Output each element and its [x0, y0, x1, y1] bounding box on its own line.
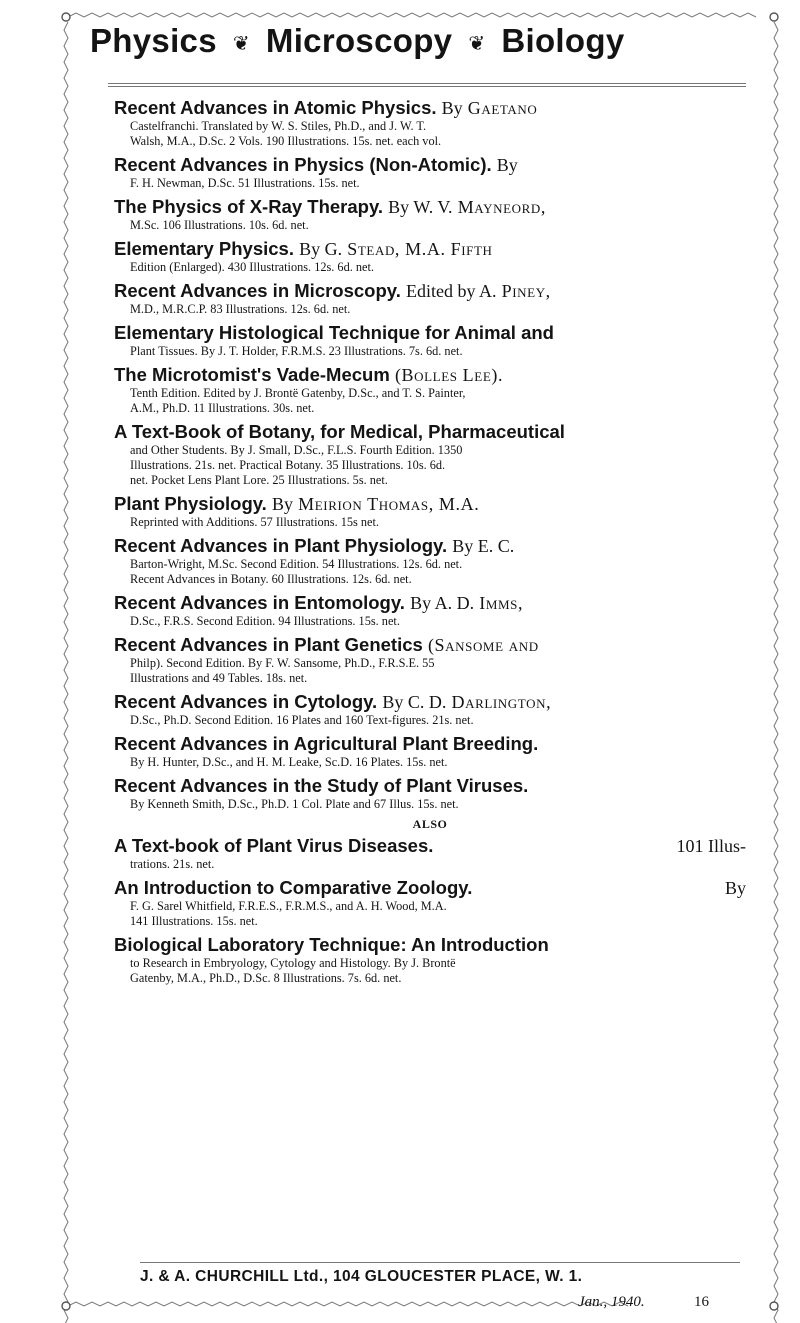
book-title: A Text-Book of Botany, for Medical, Pharmaceutical — [114, 421, 565, 442]
book-details: Philp). Second Edition. By F. W. Sansome, Ph.D., F.R.S.E. 55 — [130, 656, 435, 670]
book-by: By G. — [299, 239, 343, 259]
book-title: Recent Advances in Plant Genetics — [114, 634, 423, 655]
border-left — [64, 22, 68, 1323]
book-title-line — [114, 364, 746, 386]
book-entry — [114, 733, 746, 770]
border-right — [774, 22, 778, 1323]
book-details: and Other Students. By J. Small, D.Sc., F.L.S. Fourth Edition. 1350 — [130, 443, 463, 457]
book-title-line — [114, 238, 746, 260]
book-details: Illustrations. 21s. net. Practical Botany. 35 Illustrations. 10s. 6d. — [130, 458, 446, 472]
book-details: Recent Advances in Botany. 60 Illustrations. 12s. 6d. net. — [130, 572, 412, 586]
book-title: The Microtomist's Vade-Mecum — [114, 364, 390, 385]
book-entry — [114, 835, 746, 872]
book-title-line — [114, 835, 746, 857]
book-title-line — [114, 97, 746, 119]
book-details: D.Sc., F.R.S. Second Edition. 94 Illustrations. 15s. net. — [130, 614, 400, 628]
book-details: trations. 21s. net. — [130, 857, 215, 871]
border-bottom — [68, 1302, 628, 1306]
book-title-line — [114, 535, 746, 557]
book-title: Recent Advances in the Study of Plant Viruses. — [114, 775, 529, 796]
book-title-line — [114, 280, 746, 302]
book-author: Darlington, — [451, 692, 552, 712]
book-entry — [114, 934, 746, 986]
book-by: By — [441, 98, 463, 118]
book-author: Meirion Thomas, M.A. — [298, 494, 480, 514]
book-title-line — [114, 691, 746, 713]
book-details: Castelfranchi. Translated by W. S. Stiles, Ph.D., and J. W. T. — [130, 119, 427, 133]
book-details: Reprinted with Additions. 57 Illustrations. 15s net. — [130, 515, 379, 529]
book-author: Piney, — [501, 281, 551, 301]
page-number: 16 — [694, 1294, 709, 1310]
corner-ring-bl — [62, 1302, 70, 1310]
book-details: Gatenby, M.A., Ph.D., D.Sc. 8 Illustrations. 7s. 6d. net. — [130, 971, 402, 985]
book-title-tail: 101 Illus- — [676, 836, 746, 856]
book-author: Mayneord, — [457, 197, 546, 217]
book-entry — [114, 775, 746, 812]
ornament-icon: ❦ — [232, 32, 250, 55]
book-title: Biological Laboratory Technique: An Introduction — [114, 934, 549, 955]
title-rule — [108, 86, 746, 87]
book-title-tail: By — [724, 878, 746, 898]
book-details: Tenth Edition. Edited by J. Brontë Gatenby, D.Sc., and T. S. Painter, — [130, 386, 466, 400]
book-title: Elementary Physics. — [114, 238, 294, 259]
book-title-line — [114, 196, 746, 218]
book-details: F. G. Sarel Whitfield, F.R.E.S., F.R.M.S., and A. H. Wood, M.A. — [130, 899, 447, 913]
book-entry — [114, 634, 746, 686]
title-microscopy: Microscopy — [265, 22, 453, 59]
book-title: An Introduction to Comparative Zoology. — [114, 877, 473, 898]
book-details: M.Sc. 106 Illustrations. 10s. 6d. net. — [130, 218, 309, 232]
book-by: By — [496, 155, 518, 175]
book-title-line — [114, 421, 746, 443]
book-entry — [114, 322, 746, 359]
book-author: Gaetano — [467, 98, 538, 118]
border-top — [68, 13, 756, 17]
book-by: Edited by A. — [405, 281, 497, 301]
corner-ring-tl — [62, 13, 70, 21]
book-entry — [114, 691, 746, 728]
book-title: Recent Advances in Microscopy. — [114, 280, 401, 301]
publisher-line: J. & A. CHURCHILL Ltd., 104 GLOUCESTER PLACE, W. 1. — [140, 1268, 583, 1285]
book-entry — [114, 238, 746, 275]
book-by: By W. V. — [388, 197, 453, 217]
book-title-line — [114, 934, 746, 956]
book-details: Illustrations and 49 Tables. 18s. net. — [130, 671, 308, 685]
book-list — [114, 97, 746, 991]
footer-rule — [140, 1262, 740, 1263]
book-title-line — [114, 154, 746, 176]
book-author: Stead, M.A. Fifth — [347, 239, 493, 259]
book-title: Recent Advances in Entomology. — [114, 592, 405, 613]
book-details: By Kenneth Smith, D.Sc., Ph.D. 1 Col. Plate and 67 Illus. 15s. net. — [130, 797, 459, 811]
page-title — [90, 22, 730, 82]
title-physics: Physics — [90, 22, 217, 59]
book-details: F. H. Newman, D.Sc. 51 Illustrations. 15s. net. — [130, 176, 360, 190]
book-title: Elementary Histological Technique for Animal and — [114, 322, 554, 343]
book-title-line — [114, 493, 746, 515]
book-details: net. Pocket Lens Plant Lore. 25 Illustrations. 5s. net. — [130, 473, 388, 487]
issue-date: Jan., 1940. — [578, 1294, 645, 1310]
corner-ring-tr — [770, 13, 778, 21]
book-entry — [114, 196, 746, 233]
book-entry — [114, 535, 746, 587]
book-entry — [114, 592, 746, 629]
book-title-line — [114, 592, 746, 614]
book-entry — [114, 154, 746, 191]
book-entry — [114, 877, 746, 929]
book-by: By E. C. — [452, 536, 515, 556]
title-rule — [108, 83, 746, 84]
also-label: ALSO — [412, 817, 448, 831]
book-title-line — [114, 877, 746, 899]
book-title: Recent Advances in Plant Physiology. — [114, 535, 448, 556]
book-details: D.Sc., Ph.D. Second Edition. 16 Plates and 160 Text-figures. 21s. net. — [130, 713, 474, 727]
book-title-line — [114, 634, 746, 656]
book-title-line — [114, 322, 746, 344]
book-title: Recent Advances in Atomic Physics. — [114, 97, 437, 118]
book-by: By — [271, 494, 293, 514]
book-details: to Research in Embryology, Cytology and Histology. By J. Brontë — [130, 956, 456, 970]
book-author: (Sansome and — [427, 635, 539, 655]
book-title: Recent Advances in Physics (Non-Atomic). — [114, 154, 492, 175]
book-details: Walsh, M.A., D.Sc. 2 Vols. 190 Illustrations. 15s. net. each vol. — [130, 134, 442, 148]
book-by: By A. D. — [410, 593, 475, 613]
book-details: 141 Illustrations. 15s. net. — [130, 914, 258, 928]
book-details: M.D., M.R.C.P. 83 Illustrations. 12s. 6d. net. — [130, 302, 351, 316]
ornament-icon: ❦ — [468, 32, 486, 55]
title-biology: Biology — [501, 22, 625, 59]
book-details: Barton-Wright, M.Sc. Second Edition. 54 Illustrations. 12s. 6d. net. — [130, 557, 463, 571]
book-title: Plant Physiology. — [114, 493, 267, 514]
book-author: (Bolles Lee). — [394, 365, 504, 385]
book-title-line — [114, 775, 746, 797]
book-title: Recent Advances in Cytology. — [114, 691, 378, 712]
book-title: The Physics of X-Ray Therapy. — [114, 196, 384, 217]
book-by: By C. D. — [382, 692, 447, 712]
book-title: A Text-book of Plant Virus Diseases. — [114, 835, 434, 856]
book-entry — [114, 280, 746, 317]
book-author: Imms, — [479, 593, 524, 613]
book-entry — [114, 421, 746, 488]
book-details: Edition (Enlarged). 430 Illustrations. 12s. 6d. net. — [130, 260, 374, 274]
book-entry — [114, 97, 746, 149]
corner-ring-br — [770, 1302, 778, 1310]
book-details: By H. Hunter, D.Sc., and H. M. Leake, Sc.D. 16 Plates. 15s. net. — [130, 755, 448, 769]
book-entry — [114, 364, 746, 416]
book-title-line — [114, 733, 746, 755]
book-title: Recent Advances in Agricultural Plant Breeding. — [114, 733, 539, 754]
book-details: Plant Tissues. By J. T. Holder, F.R.M.S. 23 Illustrations. 7s. 6d. net. — [130, 344, 463, 358]
book-details: A.M., Ph.D. 11 Illustrations. 30s. net. — [130, 401, 315, 415]
book-entry — [114, 493, 746, 530]
